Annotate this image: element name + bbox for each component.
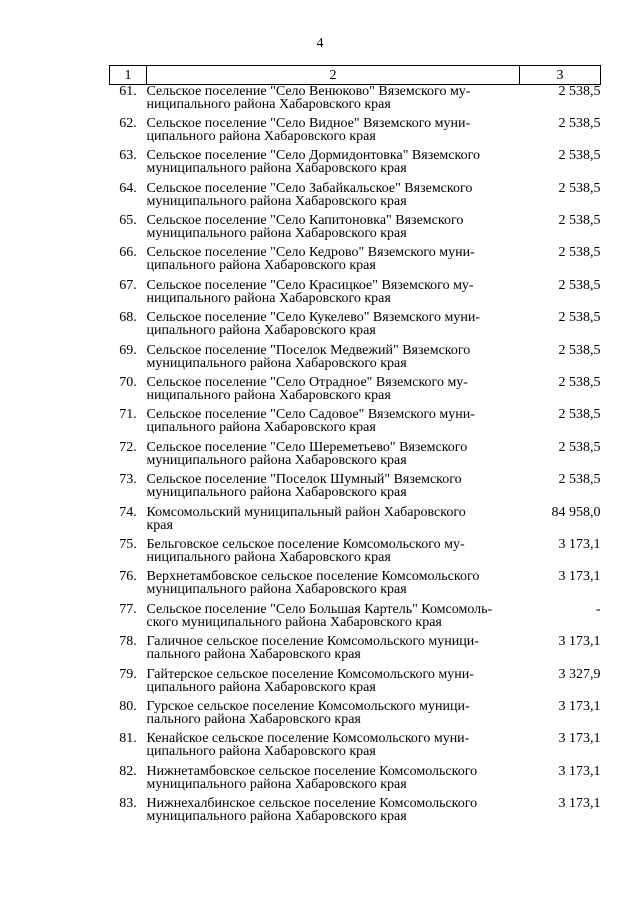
table-row xyxy=(110,668,601,700)
settlement-name xyxy=(147,797,520,829)
settlement-name-line-1: Сельское поселение "Село Шереметьево" Вяземского xyxy=(146,439,468,455)
settlement-name-line-1: Сельское поселение "Село Капитоновка" Вяземского xyxy=(146,213,464,229)
table-row xyxy=(110,408,601,440)
table-row xyxy=(110,117,601,149)
table-row xyxy=(110,765,601,797)
row-number: 62. xyxy=(119,115,137,131)
amount-value: 2 538,5 xyxy=(558,375,601,391)
budget-table xyxy=(109,65,601,829)
row-number: 76. xyxy=(119,569,137,585)
settlement-name-line-2: муниципального района Хабаровского края xyxy=(146,809,407,825)
amount-value: 2 538,5 xyxy=(558,407,601,423)
row-number: 80. xyxy=(119,698,137,714)
amount-value: 2 538,5 xyxy=(558,213,601,229)
settlement-name-line-1: Сельское поселение "Село Венюково" Вяземского му- xyxy=(146,84,471,99)
settlement-name xyxy=(147,182,520,214)
settlement-name-line-2: ниципального района Хабаровского края xyxy=(146,290,391,306)
settlement-name xyxy=(147,246,520,278)
settlement-name-line-2: ниципального района Хабаровского края xyxy=(146,97,391,112)
row-number: 73. xyxy=(119,472,137,488)
settlement-name-line-2: ниципального района Хабаровского края xyxy=(146,549,391,565)
row-number: 66. xyxy=(119,245,137,261)
row-number: 77. xyxy=(119,601,137,617)
table-row xyxy=(110,376,601,408)
settlement-name-line-1: Гайтерское сельское поселение Комсомольского муни- xyxy=(146,666,474,682)
settlement-name-line-1: Сельское поселение "Село Забайкальское" Вяземского xyxy=(146,180,473,196)
table-row xyxy=(110,732,601,764)
settlement-name-line-1: Сельское поселение "Село Видное" Вяземского муни- xyxy=(146,115,471,131)
amount-value: 2 538,5 xyxy=(558,277,601,293)
amount-value: 2 538,5 xyxy=(558,84,601,99)
settlement-name-line-1: Сельское поселение "Село Кедрово" Вяземского муни- xyxy=(146,245,475,261)
amount-value: 3 173,1 xyxy=(558,796,601,812)
amount-value: 2 538,5 xyxy=(558,148,601,164)
row-number: 72. xyxy=(119,439,137,455)
settlement-name xyxy=(147,344,520,376)
settlement-name xyxy=(147,408,520,440)
settlement-name-line-2: края xyxy=(146,517,173,533)
settlement-name xyxy=(147,214,520,246)
settlement-name-line-1: Комсомольский муниципальный район Хабаровского xyxy=(146,504,466,520)
table-row xyxy=(110,473,601,505)
table-row xyxy=(110,700,601,732)
table-row xyxy=(110,538,601,570)
settlement-name xyxy=(147,376,520,408)
row-number: 75. xyxy=(119,536,137,552)
settlement-name xyxy=(147,635,520,667)
settlement-name xyxy=(147,311,520,343)
row-number: 78. xyxy=(119,634,137,650)
table-row xyxy=(110,214,601,246)
settlement-name xyxy=(147,668,520,700)
row-number: 67. xyxy=(119,277,137,293)
settlement-name-line-1: Кенайское сельское поселение Комсомольского муни- xyxy=(146,731,470,747)
row-number: 68. xyxy=(119,310,137,326)
table-body xyxy=(110,85,601,830)
amount-value: 2 538,5 xyxy=(558,342,601,358)
settlement-name-line-1: Гурское сельское поселение Комсомольского муници- xyxy=(146,698,470,714)
settlement-name xyxy=(147,149,520,181)
amount-value: 2 538,5 xyxy=(558,310,601,326)
settlement-name-line-2: ципального района Хабаровского края xyxy=(146,128,376,144)
table-row xyxy=(110,603,601,635)
amount-value: 2 538,5 xyxy=(558,115,601,131)
row-number: 70. xyxy=(119,375,137,391)
settlement-name xyxy=(147,570,520,602)
table-row xyxy=(110,149,601,181)
row-number: 64. xyxy=(119,180,137,196)
settlement-name xyxy=(147,700,520,732)
table-row xyxy=(110,344,601,376)
amount-value: 84 958,0 xyxy=(551,504,601,520)
amount-value: 3 173,1 xyxy=(558,569,601,585)
column-header-number: 1 xyxy=(110,66,147,85)
table-row xyxy=(110,85,601,117)
row-number: 81. xyxy=(119,731,137,747)
settlement-name xyxy=(147,732,520,764)
amount-value: - xyxy=(595,601,601,617)
settlement-name-line-2: ципального района Хабаровского края xyxy=(146,258,376,274)
table-row xyxy=(110,797,601,829)
settlement-name-line-2: муниципального района Хабаровского края xyxy=(146,161,407,177)
settlement-name-line-2: пального района Хабаровского края xyxy=(146,647,361,663)
amount-value: 3 173,1 xyxy=(558,634,601,650)
column-header-amount: 3 xyxy=(520,66,601,85)
settlement-name-line-1: Сельское поселение "Село Большая Картель" Комсомоль- xyxy=(146,601,493,617)
amount-value: 3 327,9 xyxy=(558,666,601,682)
amount-value: 3 173,1 xyxy=(558,731,601,747)
table-row xyxy=(110,182,601,214)
table-row xyxy=(110,441,601,473)
settlement-name-line-2: муниципального района Хабаровского края xyxy=(146,485,407,501)
settlement-name-line-2: ципального района Хабаровского края xyxy=(146,323,376,339)
settlement-name-line-1: Нижнехалбинское сельское поселение Комсомольского xyxy=(146,796,478,812)
settlement-name xyxy=(147,279,520,311)
header-row xyxy=(110,66,601,85)
settlement-name-line-2: муниципального района Хабаровского края xyxy=(146,193,407,209)
settlement-name-line-2: муниципального района Хабаровского края xyxy=(146,452,407,468)
settlement-name-line-2: ципального района Хабаровского края xyxy=(146,744,376,760)
settlement-name xyxy=(147,603,520,635)
settlement-name xyxy=(147,765,520,797)
settlement-name-line-2: муниципального района Хабаровского края xyxy=(146,355,407,371)
settlement-name-line-1: Верхнетамбовское сельское поселение Комсомольского xyxy=(146,569,480,585)
row-number: 69. xyxy=(119,342,137,358)
settlement-name-line-2: ниципального района Хабаровского края xyxy=(146,388,391,404)
settlement-name-line-2: муниципального района Хабаровского края xyxy=(146,776,407,792)
settlement-name-line-2: ципального района Хабаровского края xyxy=(146,679,376,695)
amount-value: 2 538,5 xyxy=(558,245,601,261)
amount-value: 2 538,5 xyxy=(558,439,601,455)
settlement-name-line-1: Галичное сельское поселение Комсомольского муници- xyxy=(146,634,479,650)
settlement-name-line-1: Бельговское сельское поселение Комсомольского му- xyxy=(146,536,465,552)
table-row xyxy=(110,635,601,667)
amount-value: 2 538,5 xyxy=(558,472,601,488)
row-number: 63. xyxy=(119,148,137,164)
table-row xyxy=(110,279,601,311)
row-number: 79. xyxy=(119,666,137,682)
settlement-name-line-1: Сельское поселение "Село Кукелево" Вяземского муни- xyxy=(146,310,481,326)
settlement-name xyxy=(147,538,520,570)
amount-value: 3 173,1 xyxy=(558,698,601,714)
amount-value: 2 538,5 xyxy=(558,180,601,196)
settlement-name-line-2: муниципального района Хабаровского края xyxy=(146,226,407,242)
amount-value: 3 173,1 xyxy=(558,763,601,779)
page-number: 4 xyxy=(316,36,324,51)
settlement-name xyxy=(147,506,520,538)
row-number: 74. xyxy=(119,504,137,520)
settlement-name xyxy=(147,85,520,117)
table-row xyxy=(110,570,601,602)
row-number: 83. xyxy=(119,796,137,812)
settlement-name-line-2: ципального района Хабаровского края xyxy=(146,420,376,436)
settlement-name-line-1: Нижнетамбовское сельское поселение Комсомольского xyxy=(146,763,478,779)
settlement-name-line-1: Сельское поселение "Село Отрадное" Вяземского му- xyxy=(146,375,468,391)
settlement-name-line-2: муниципального района Хабаровского края xyxy=(146,582,407,598)
settlement-name-line-1: Сельское поселение "Село Дормидонтовка" Вяземского xyxy=(146,148,480,164)
settlement-name-line-1: Сельское поселение "Поселок Шумный" Вяземского xyxy=(146,472,462,488)
settlement-name-line-1: Сельское поселение "Село Красицкое" Вяземского му- xyxy=(146,277,474,293)
settlement-name-line-1: Сельское поселение "Поселок Медвежий" Вяземского xyxy=(146,342,471,358)
column-header-name: 2 xyxy=(147,66,520,85)
settlement-name-line-2: ского муниципального района Хабаровского края xyxy=(146,614,442,630)
table-row xyxy=(110,246,601,278)
table-row xyxy=(110,506,601,538)
amount-value: 3 173,1 xyxy=(558,536,601,552)
row-number: 61. xyxy=(119,84,137,99)
table-row xyxy=(110,311,601,343)
settlement-name xyxy=(147,473,520,505)
settlement-name-line-2: пального района Хабаровского края xyxy=(146,711,361,727)
settlement-name-line-1: Сельское поселение "Село Садовое" Вяземского муни- xyxy=(146,407,475,423)
row-number: 71. xyxy=(119,407,137,423)
row-number: 65. xyxy=(119,213,137,229)
settlement-name xyxy=(147,441,520,473)
row-number: 82. xyxy=(119,763,137,779)
settlement-name xyxy=(147,117,520,149)
table-header xyxy=(110,66,601,85)
